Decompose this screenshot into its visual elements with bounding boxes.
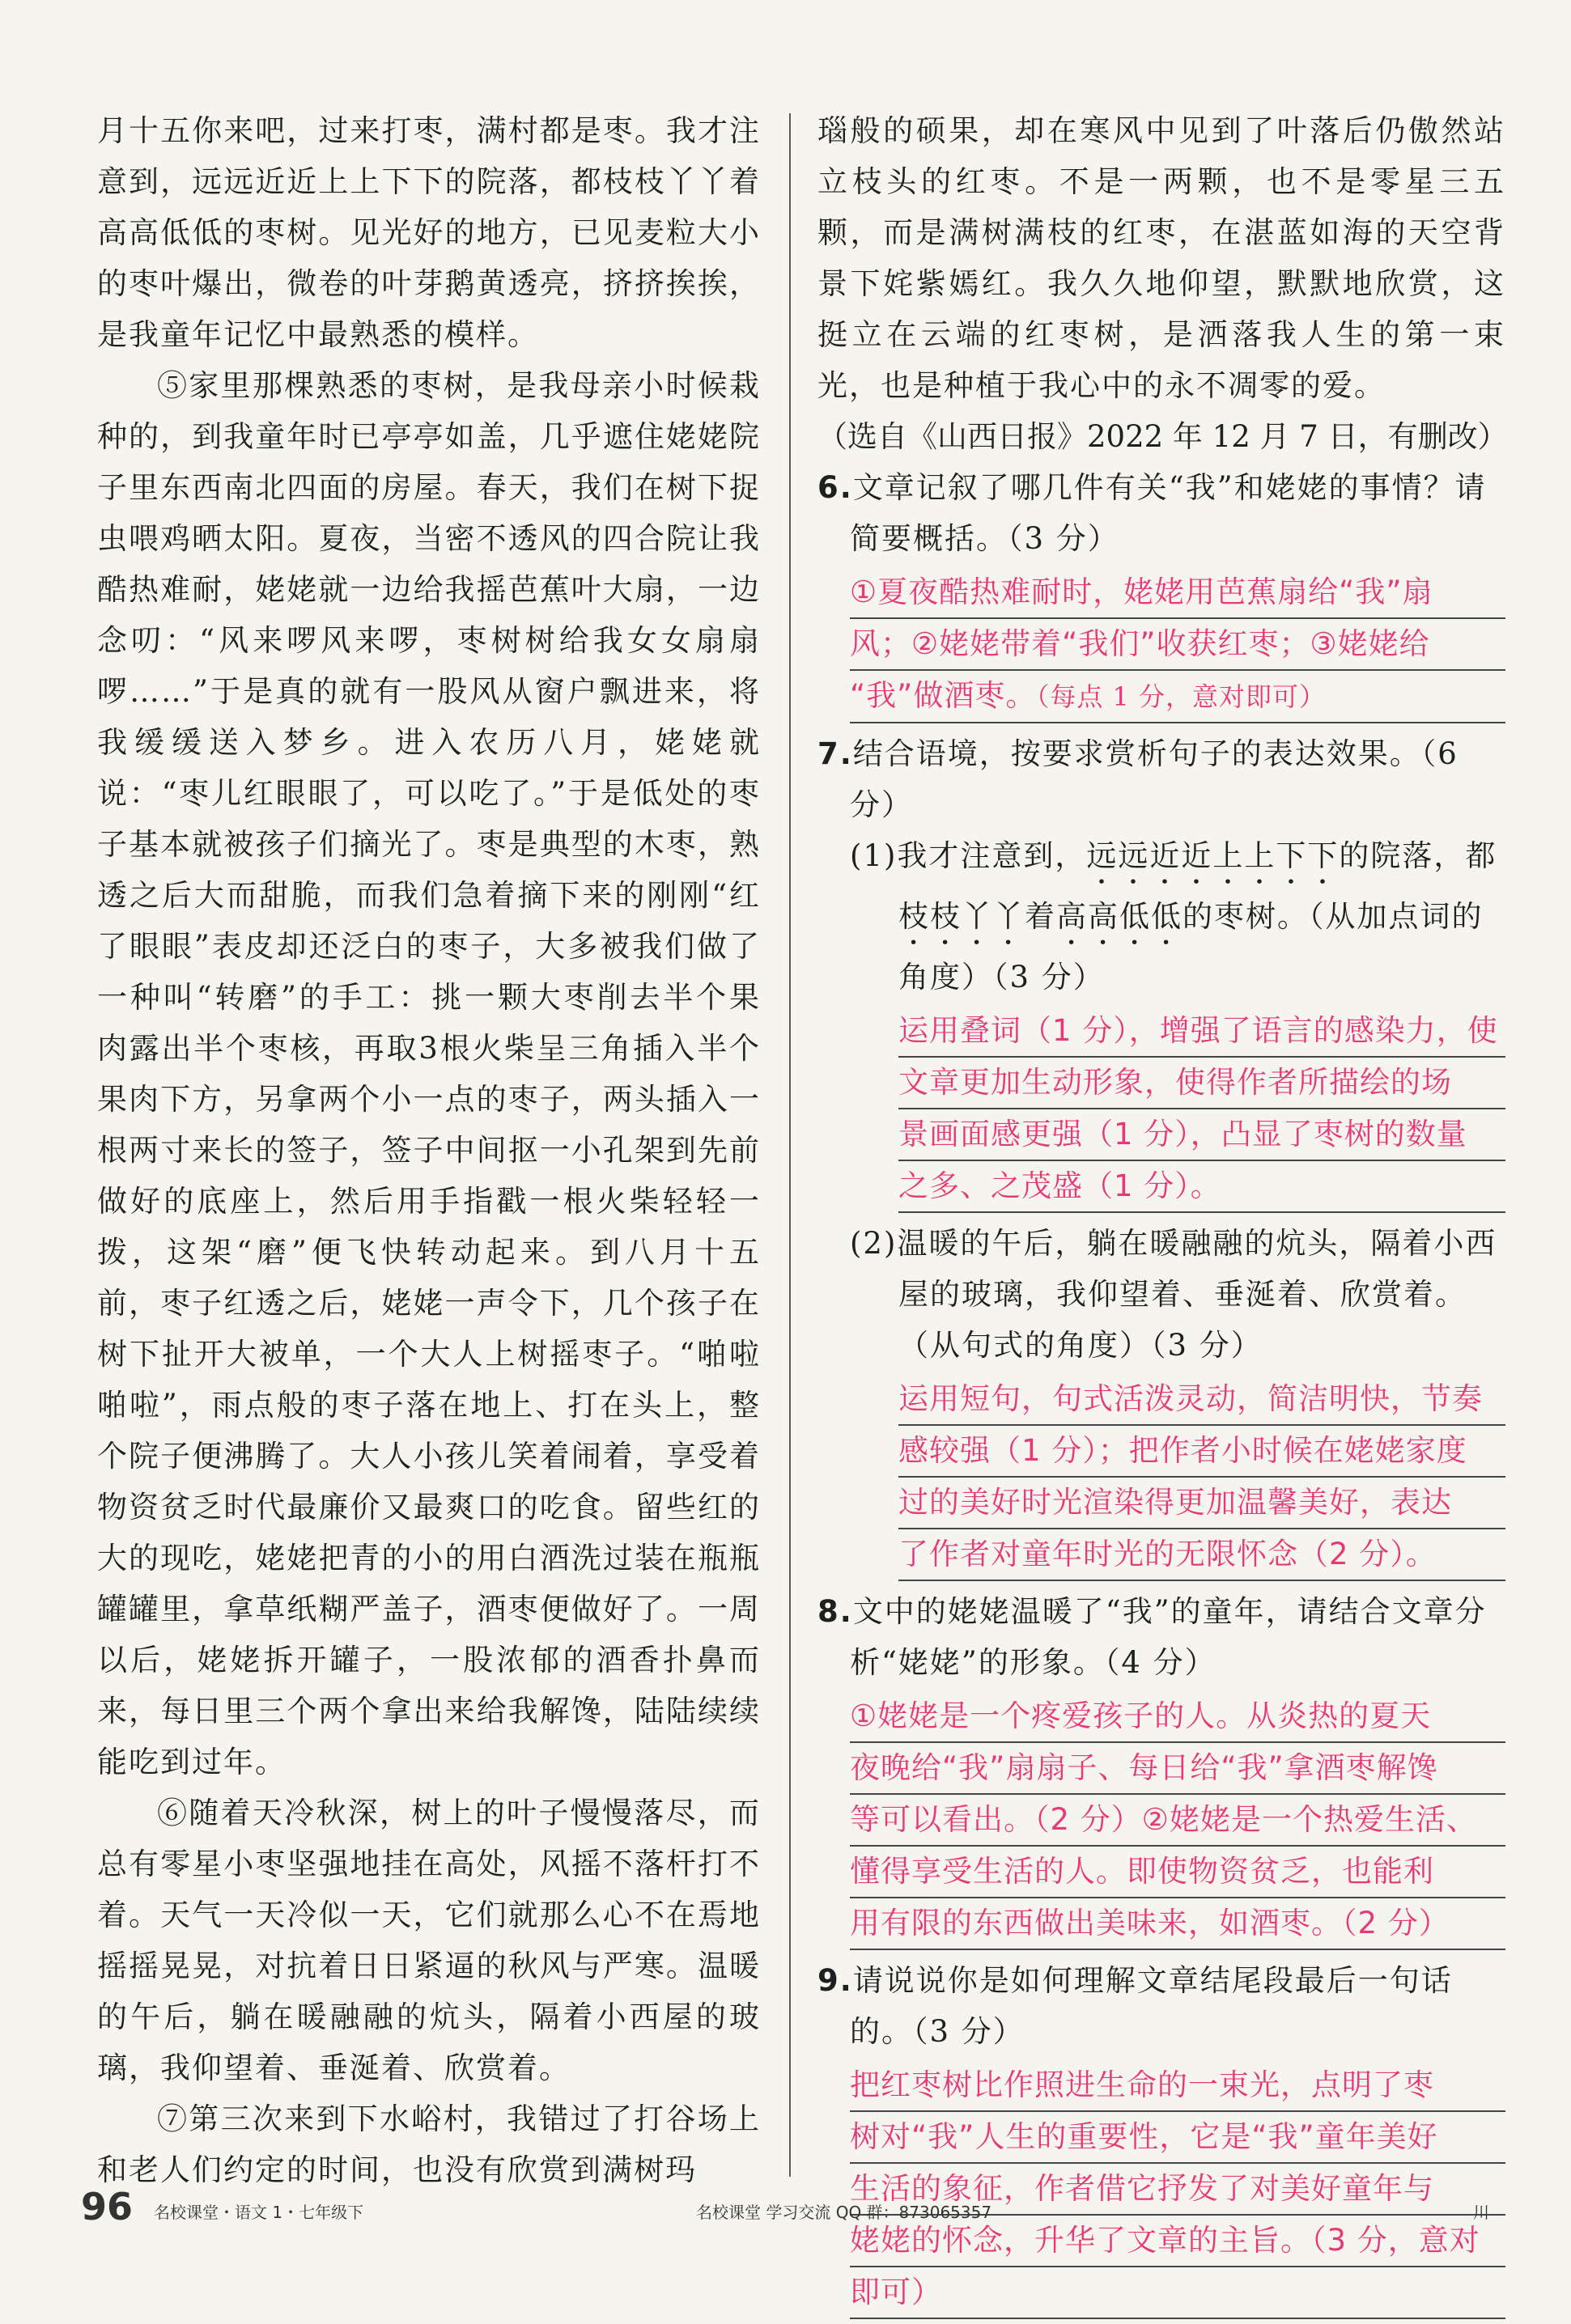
answer-line: 即可）	[850, 2267, 1505, 2319]
qq-group: 名校课堂 学习交流 QQ 群：873065357	[696, 2203, 992, 2222]
answer-points: （每点 1 分，意对即可）	[1036, 681, 1327, 712]
question-text: 请说说你是如何理解文章结尾段最后一句话的。（3 分）	[850, 1963, 1453, 2049]
question-6	[817, 462, 1505, 723]
answer-line: 景画面感更强（1 分），凸显了枣树的数量	[898, 1109, 1505, 1161]
left-paragraph-1: 月十五你来吧，过来打枣，满村都是枣。我才注意到，远远近近上上下下的院落，都枝枝丫丫着高高低低的枣树。见光好的地方，已见麦粒大小的枣叶爆出，微卷的叶芽鹅黄透亮，挤挤挨挨，是我童年记忆中最熟悉的模样。	[97, 113, 761, 352]
answer-line: 风；②姥姥带着“我们”收获红枣；③姥姥给	[850, 619, 1505, 671]
left-paragraph-7: ⑦第三次来到下水峪村，我错过了打谷场上和老人们约定的时间，也没有欣赏到满树玛	[97, 2101, 761, 2187]
page-number: 96	[81, 2185, 134, 2229]
answer-line: ①夏夜酷热难耐时，姥姥用芭蕉扇给“我”扇	[850, 567, 1505, 619]
answer-line: 等可以看出。（2 分）②姥姥是一个热爱生活、	[850, 1795, 1505, 1847]
answer-line: 把红枣树比作照进生命的一束光，点明了枣	[850, 2060, 1505, 2112]
sub-question-2: (2)温暖的午后，躺在暖融融的炕头，隔着小西屋的玻璃，我仰望着、垂涎着、欣赏着。（从句式的角度）（3 分）	[850, 1226, 1497, 1363]
book-title: 名校课堂・语文 1・七年级下	[154, 2203, 364, 2222]
question-text: 文章记叙了哪几件有关“我”和姥姥的事情？请简要概括。（3 分）	[850, 470, 1487, 556]
left-paragraph-5: ⑤家里那棵熟悉的枣树，是我母亲小时候栽种的，到我童年时已亭亭如盖，几乎遮住姥姥院子里东西南北四面的房屋。春天，我们在树下捉虫喂鸡晒太阳。夏夜，当密不透风的四合院让我酷热难耐，姥姥就一边给我摇芭蕉叶大扇，一边念叨：“风来啰风来啰，枣树树给我女女扇扇啰……”于是真的就有一股风从窗户飘进来，将我缓缓送入梦乡。进入农历八月，姥姥就说：“枣儿红眼眼了，可以吃了。”于是低处的枣子基本就被孩子们摘光了。枣是典型的木枣，熟透之后大而甜脆，而我们急着摘下来的刚刚“红了眼眼”表皮却还泛白的枣子，大多被我们做了一种叫“转磨”的手工：挑一颗大枣削去半个果肉露出半个枣核，再取3根火柴呈三角插入半个果肉下方，另拿两个小一点的枣子，两头插入一根两寸来长的签子，签子中间抠一小孔架到先前做好的底座上，然后用手指戳一根火柴轻轻一拨，这架“磨”便飞快转动起来。到八月十五前，枣子红透之后，姥姥一声令下，几个孩子在树下扯开大被单，一个大人上树摇枣子。“啪啦啪啦”，雨点般的枣子落在地上、打在头上，整个院子便沸腾了。大人小孩儿笑着闹着，享受着物资贫乏时代最廉价又最爽口的吃食。留些红的大的现吃，姥姥把青的小的用白酒洗过装在瓶瓶罐罐里，拿草纸糊严盖子，酒枣便做好了。一周以后，姥姥拆开罐子，一股浓郁的酒香扑鼻而来，每日里三个两个拿出来给我解馋，陆陆续续能吃到过年。	[97, 368, 761, 1779]
answer-6	[850, 567, 1505, 723]
article-source: （选自《山西日报》2022 年 12 月 7 日，有删改）	[817, 419, 1508, 454]
left-paragraph-6: ⑥随着天冷秋深，树上的叶子慢慢落尽，而总有零星小枣坚强地挂在高处，风摇不落杆打不着。天气一天冷似一天，它们就那么心不在焉地摇摇晃晃，对抗着日日紧逼的秋风与严寒。温暖的午后，躺在暖融融的炕头，隔着小西屋的玻璃，我仰望着、垂涎着、欣赏着。	[97, 1796, 761, 2085]
answer-line: 过的美好时光渲染得更加温馨美好，表达	[898, 1478, 1505, 1529]
question-number: 8.	[817, 1594, 853, 1629]
question-number: 7.	[817, 736, 853, 771]
answer-line: 运用短句，句式活泼灵动，简洁明快，节奏	[898, 1374, 1505, 1426]
sub-question-1: (1)我才注意到，远远近近上上下下的院落，都枝枝丫丫着高高低低的枣树。（从加点词的角度）（3 分）	[850, 838, 1497, 994]
question-text: 文中的姥姥温暖了“我”的童年，请结合文章分析“姥姥”的形象。（4 分）	[850, 1594, 1487, 1680]
dotted-words: 远远近近上上下下	[1086, 838, 1340, 873]
edition-mark: 川	[1473, 2203, 1489, 2222]
answer-line: 姥姥的怀念，升华了文章的主旨。（3 分，意对	[850, 2216, 1505, 2267]
dotted-words: 高高低低	[1056, 899, 1182, 934]
column-divider	[789, 113, 791, 2177]
answer-line: 懂得享受生活的人。即使物资贫乏，也能利	[850, 1847, 1505, 1898]
page-footer	[81, 2185, 1505, 2233]
left-column	[97, 105, 761, 2195]
dotted-words: 枝枝丫丫	[898, 899, 1025, 934]
question-number: 6.	[817, 470, 853, 505]
answer-8	[850, 1691, 1505, 1950]
answer-line: 用有限的东西做出美味来，如酒枣。（2 分）	[850, 1898, 1505, 1950]
answer-line: 运用叠词（1 分），增强了语言的感染力，使	[898, 1006, 1505, 1058]
question-8	[817, 1586, 1505, 1950]
question-number: 9.	[817, 1963, 853, 1998]
right-column	[817, 105, 1508, 2324]
answer-line: 生活的象征，作者借它抒发了对美好童年与	[850, 2164, 1505, 2216]
answer-line: “我”做酒枣。（每点 1 分，意对即可）	[850, 671, 1505, 723]
answer-7-1	[898, 1006, 1505, 1213]
question-text: 结合语境，按要求赏析句子的表达效果。（6 分）	[850, 736, 1458, 822]
answer-line: 树对“我”人生的重要性，它是“我”童年美好	[850, 2112, 1505, 2164]
right-paragraph-continued: 瑙般的硕果，却在寒风中见到了叶落后仍傲然站立枝头的红枣。不是一两颗，也不是零星三五颗，而是满树满枝的红枣，在湛蓝如海的天空背景下姹紫嫣红。我久久地仰望，默默地欣赏，这挺立在云端的红枣树，是洒落我人生的第一束光，也是种植于我心中的永不凋零的爱。	[817, 113, 1505, 403]
answer-line: 夜晚给“我”扇扇子、每日给“我”拿酒枣解馋	[850, 1743, 1505, 1795]
question-7	[817, 728, 1505, 1581]
answer-7-2	[898, 1374, 1505, 1581]
answer-line: 文章更加生动形象，使得作者所描绘的场	[898, 1058, 1505, 1109]
question-9	[817, 1955, 1505, 2319]
answer-line: 感较强（1 分）；把作者小时候在姥姥家度	[898, 1426, 1505, 1478]
answer-line: 了作者对童年时光的无限怀念（2 分）。	[898, 1529, 1505, 1581]
answer-line: 之多、之茂盛（1 分）。	[898, 1161, 1505, 1213]
answer-line: ①姥姥是一个疼爱孩子的人。从炎热的夏天	[850, 1691, 1505, 1743]
